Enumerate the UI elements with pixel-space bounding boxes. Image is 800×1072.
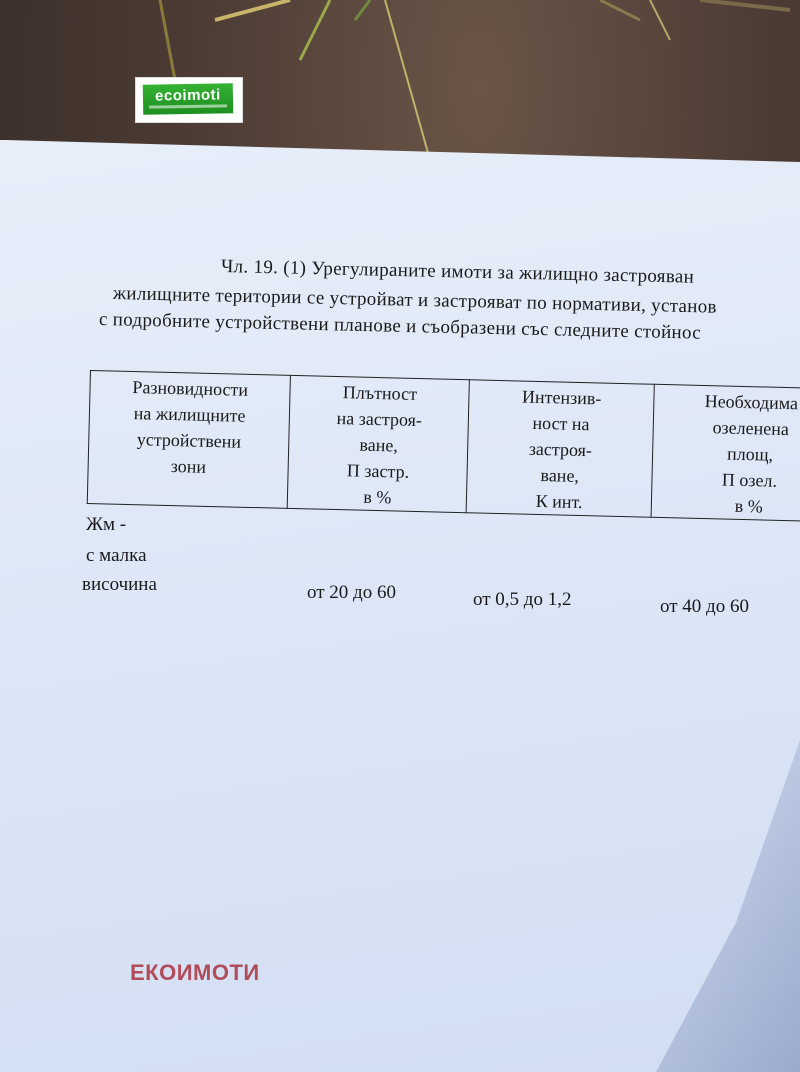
- header-text: озеленена: [712, 417, 790, 440]
- zone-name-line-1: Жм -: [86, 514, 127, 535]
- logo-underline: [149, 104, 227, 108]
- header-text: зони: [170, 456, 207, 477]
- logo-badge: [143, 83, 234, 115]
- header-text: на застроя-: [336, 408, 423, 431]
- header-text: П застр.: [346, 460, 410, 482]
- norms-table-grid: [87, 370, 800, 523]
- header-text: К инт.: [535, 490, 583, 513]
- paragraph-line-1: Чл. 19. (1) Урегулираните имоти за жилищно застрояван: [220, 256, 695, 288]
- paragraph-line-2: жилищните територии се устройват и застрояват по нормативи, установ: [112, 283, 718, 318]
- header-density: [288, 375, 470, 512]
- header-text: ване,: [359, 434, 399, 456]
- table-header-row: [87, 371, 800, 523]
- header-text: устройствени: [136, 429, 242, 452]
- header-text: в %: [363, 486, 392, 508]
- header-text: ност на: [532, 412, 590, 435]
- header-text: в %: [734, 495, 764, 517]
- norms-table: [86, 370, 800, 549]
- zone-name-line-3: височина: [82, 574, 157, 595]
- watermark-text: ЕКОИМОТИ: [130, 960, 260, 985]
- density-value: от 20 до 60: [307, 582, 396, 603]
- header-intensity: [467, 380, 655, 517]
- header-text: Необходима: [704, 391, 799, 414]
- header-text: Интензив-: [521, 386, 602, 409]
- header-text: площ,: [726, 443, 774, 465]
- green-area-value: от 40 до 60: [660, 596, 749, 617]
- header-zone-types: [87, 371, 291, 509]
- zone-name-line-2: с малка: [86, 545, 147, 566]
- header-text: ване,: [540, 465, 580, 486]
- header-text: Разновидности: [132, 377, 249, 400]
- header-text: П озел.: [721, 469, 778, 491]
- paragraph-line-3: с подробните устройствени планове и съобразени със следните стойнос: [98, 309, 702, 344]
- header-text: Плътност: [342, 382, 418, 404]
- logo-text: ecoimoti: [154, 86, 221, 105]
- header-text: застроя-: [528, 438, 593, 461]
- header-text: на жилищните: [133, 403, 246, 426]
- header-green-area: [651, 384, 800, 522]
- ecoimoti-logo: [135, 77, 243, 123]
- intensity-value: от 0,5 до 1,2: [473, 589, 572, 610]
